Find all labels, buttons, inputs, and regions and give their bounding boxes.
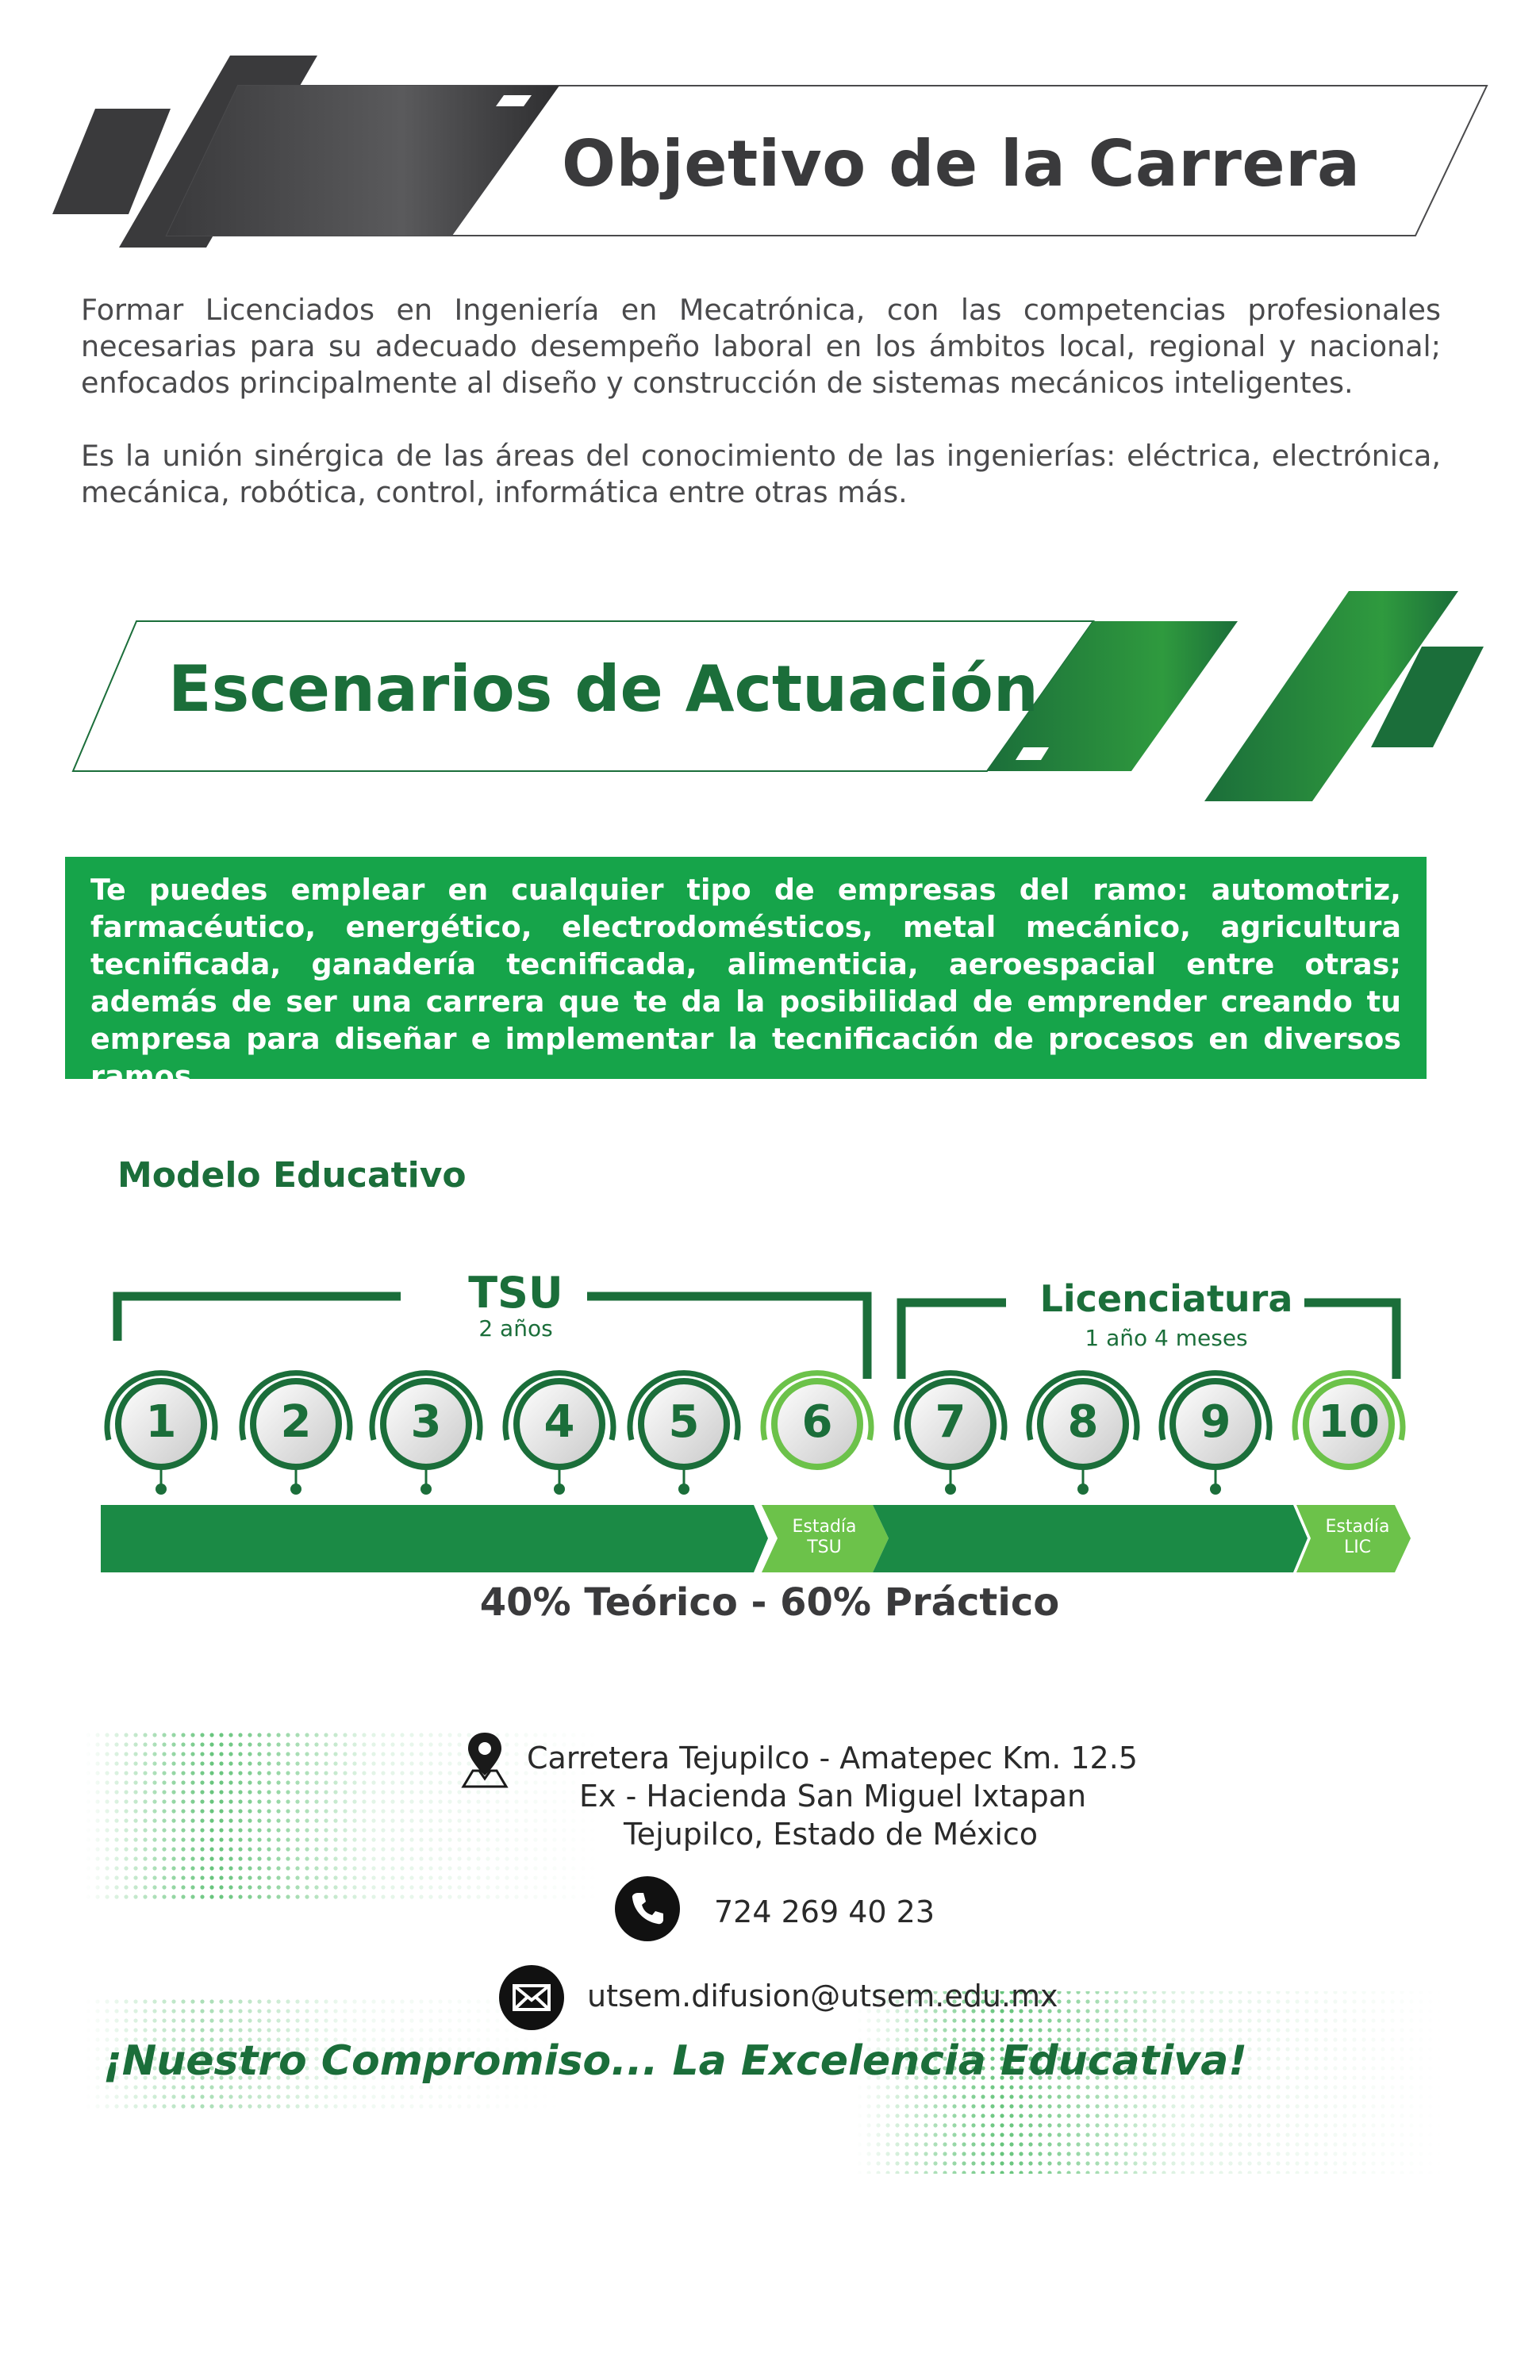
email-link[interactable]: utsem.difusion@utsem.edu.mx [587, 1979, 1058, 2013]
quarter-number: 9 [1200, 1396, 1231, 1448]
address-line-2: Ex - Hacienda San Miguel Ixtapan [579, 1779, 1087, 1814]
tsu-duration: 2 años [478, 1315, 553, 1342]
estadia-lic-label [1314, 1517, 1401, 1558]
quarter-number: 2 [280, 1396, 312, 1448]
quarter-number: 6 [801, 1396, 833, 1448]
lic-label: Licenciatura [1039, 1277, 1293, 1320]
quarter-number: 7 [935, 1396, 966, 1448]
mail-icon [498, 1964, 565, 2031]
quarter-number: 5 [668, 1396, 700, 1448]
estadia-lic-line2: LIC [1343, 1537, 1372, 1557]
address-line-3: Tejupilco, Estado de México [624, 1817, 1039, 1852]
quarter-number: 4 [543, 1396, 575, 1448]
estadia-tsu-line1: Estadía [792, 1517, 857, 1537]
phone-number[interactable]: 724 269 40 23 [714, 1894, 935, 1929]
quarter-number: 1 [145, 1396, 177, 1448]
escenarios-paragraph: Te puedes emplear en cualquier tipo de empresas del ramo: automotriz, farmacéutico, energético, electrodomésticos, metal mecánico, agricultura tecnificada, ganadería tecnificada, alimenticia, aeroespacial entre otras; además de ser una carrera que te da la posibilidad de emprender creando tu empresa para diseñar e implementar la tecnificación de procesos en diversos ramos. [90, 873, 1401, 1093]
timeline-bar [101, 1505, 1411, 1572]
section-title-escenarios: Escenarios de Actuación [168, 652, 1039, 726]
escenarios-box [65, 857, 1427, 1093]
objetivo-paragraph-1: Formar Licenciados en Ingeniería en Mecatrónica, con las competencias profesionales necesarias para su adecuado desempeño laboral en los ámbitos local, regional y nacional; enfocados principalmente al diseño y construcción de sistemas mecánicos inteligentes. [81, 293, 1441, 400]
quarter-number: 10 [1318, 1396, 1380, 1448]
lic-duration: 1 año 4 meses [1085, 1325, 1248, 1351]
theory-practice-ratio: 40% Teórico - 60% Práctico [479, 1580, 1060, 1625]
quarter-number: 8 [1067, 1396, 1099, 1448]
motto-slogan: ¡Nuestro Compromiso... La Excelencia Educativa! [103, 2037, 1248, 2085]
objetivo-paragraph-2: Es la unión sinérgica de las áreas del conocimiento de las ingenierías: eléctrica, electrónica, mecánica, robótica, control, informática entre otras más. [81, 439, 1441, 509]
phone-icon [614, 1875, 681, 1942]
modelo-heading: Modelo Educativo [117, 1155, 467, 1196]
tsu-label: TSU [468, 1268, 563, 1318]
section-title-objetivo: Objetivo de la Carrera [562, 127, 1361, 201]
estadia-tsu-line2: TSU [807, 1537, 842, 1557]
map-pin-icon [459, 1729, 511, 1790]
estadia-lic-line1: Estadía [1325, 1517, 1390, 1537]
estadia-tsu-label [781, 1517, 868, 1558]
quarter-number: 3 [410, 1396, 442, 1448]
address-line-1: Carretera Tejupilco - Amatepec Km. 12.5 [527, 1741, 1138, 1775]
